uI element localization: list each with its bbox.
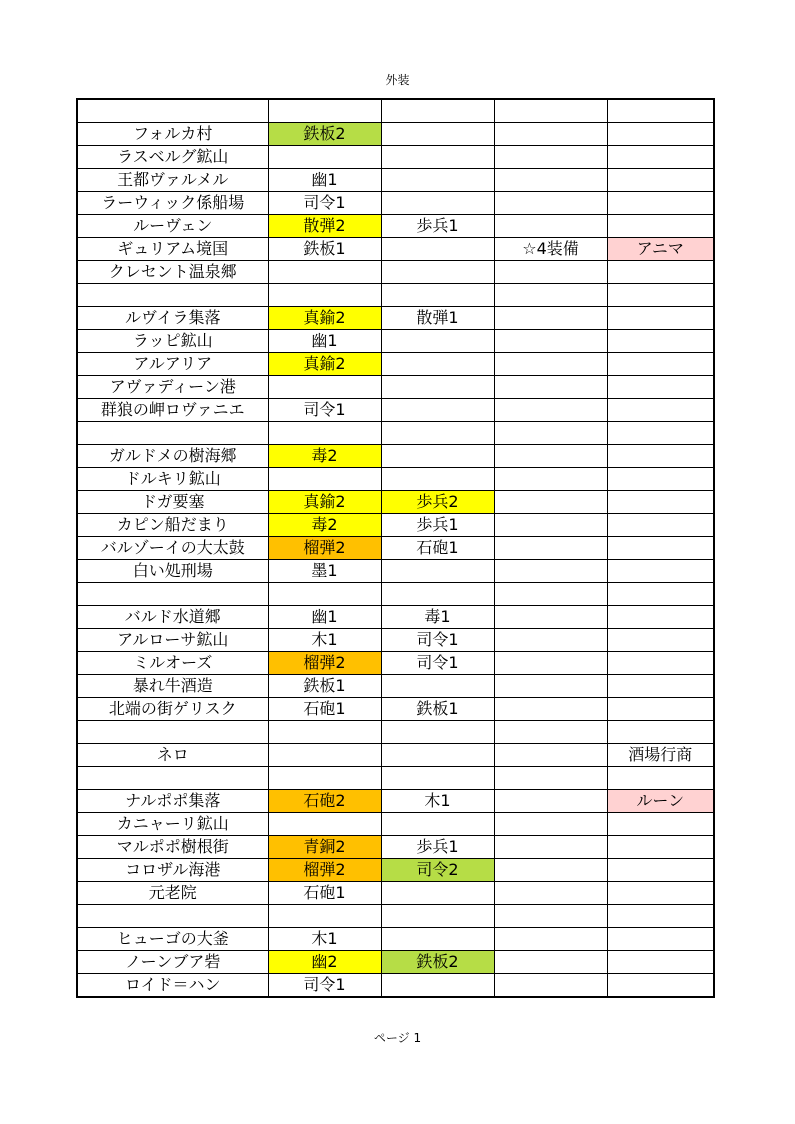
item-cell [381, 146, 494, 169]
location-cell: ナルポポ集落 [77, 790, 268, 813]
item-cell: 歩兵1 [381, 514, 494, 537]
item-cell: 散弾1 [381, 307, 494, 330]
table-row [77, 813, 714, 836]
item-cell [268, 99, 381, 123]
item-cell [607, 146, 714, 169]
item-cell: ☆4装備 [494, 238, 607, 261]
item-cell: 幽1 [268, 606, 381, 629]
item-cell [494, 606, 607, 629]
item-cell: 青銅2 [268, 836, 381, 859]
item-cell [607, 560, 714, 583]
item-cell [494, 629, 607, 652]
item-cell [607, 353, 714, 376]
item-cell [381, 721, 494, 744]
item-cell [607, 514, 714, 537]
location-cell: 群狼の岬ロヴァニエ [77, 399, 268, 422]
item-cell [607, 951, 714, 974]
item-cell [268, 744, 381, 767]
item-cell [381, 422, 494, 445]
item-cell [381, 905, 494, 928]
location-cell: ラーウィック係船場 [77, 192, 268, 215]
item-cell [381, 284, 494, 307]
location-cell: 王都ヴァルメル [77, 169, 268, 192]
location-cell: ネロ [77, 744, 268, 767]
item-cell [607, 859, 714, 882]
item-cell: 石砲1 [268, 698, 381, 721]
table-row [77, 859, 714, 882]
item-cell [381, 192, 494, 215]
item-cell [607, 123, 714, 146]
item-cell [494, 882, 607, 905]
item-cell [494, 698, 607, 721]
table-row [77, 652, 714, 675]
item-cell [381, 261, 494, 284]
item-cell [381, 928, 494, 951]
item-cell: 司令1 [268, 192, 381, 215]
table-row [77, 836, 714, 859]
item-cell: 司令2 [381, 859, 494, 882]
item-cell [268, 146, 381, 169]
location-cell: ミルオーズ [77, 652, 268, 675]
item-cell: 鉄板2 [381, 951, 494, 974]
table-row [77, 974, 714, 998]
item-cell [381, 169, 494, 192]
table-row [77, 767, 714, 790]
item-cell [607, 606, 714, 629]
item-cell [381, 675, 494, 698]
table-row [77, 491, 714, 514]
table-row [77, 169, 714, 192]
location-cell [77, 583, 268, 606]
item-cell [494, 951, 607, 974]
location-cell [77, 905, 268, 928]
location-cell: ラスベルグ鉱山 [77, 146, 268, 169]
item-cell [494, 560, 607, 583]
item-cell [607, 813, 714, 836]
item-cell: 木1 [268, 629, 381, 652]
item-cell: 鉄板1 [268, 238, 381, 261]
location-cell: カピン船だまり [77, 514, 268, 537]
item-cell: 木1 [381, 790, 494, 813]
item-cell: 石砲2 [268, 790, 381, 813]
item-cell: 幽1 [268, 169, 381, 192]
item-cell [494, 721, 607, 744]
item-cell: 鉄板2 [268, 123, 381, 146]
table-row [77, 928, 714, 951]
item-cell [494, 399, 607, 422]
table-row [77, 353, 714, 376]
location-cell: アヴァディーン港 [77, 376, 268, 399]
location-cell: 白い処刑場 [77, 560, 268, 583]
item-cell [381, 882, 494, 905]
item-cell: 木1 [268, 928, 381, 951]
location-cell: ガルドメの樹海郷 [77, 445, 268, 468]
item-cell [607, 836, 714, 859]
item-cell [381, 583, 494, 606]
item-cell: 真鍮2 [268, 307, 381, 330]
item-cell [494, 307, 607, 330]
item-cell: 司令1 [381, 629, 494, 652]
item-cell: 鉄板1 [381, 698, 494, 721]
item-cell [268, 422, 381, 445]
item-cell [494, 813, 607, 836]
item-cell [607, 928, 714, 951]
spreadsheet-table [76, 98, 715, 998]
item-cell: 石砲1 [381, 537, 494, 560]
table-row [77, 583, 714, 606]
table-row [77, 146, 714, 169]
item-cell [607, 399, 714, 422]
location-cell: フォルカ村 [77, 123, 268, 146]
location-cell: 元老院 [77, 882, 268, 905]
location-cell: アルアリア [77, 353, 268, 376]
item-cell [268, 376, 381, 399]
item-cell [381, 99, 494, 123]
page-footer-number: ページ 1 [373, 1031, 422, 1045]
item-cell: 歩兵1 [381, 215, 494, 238]
item-cell [494, 859, 607, 882]
item-cell [607, 445, 714, 468]
item-cell [607, 537, 714, 560]
item-cell [268, 583, 381, 606]
item-cell: 酒場行商 [607, 744, 714, 767]
item-cell [494, 330, 607, 353]
item-cell [494, 675, 607, 698]
item-cell [494, 284, 607, 307]
item-cell: ルーン [607, 790, 714, 813]
item-cell: アニマ [607, 238, 714, 261]
item-cell [607, 882, 714, 905]
table-row [77, 123, 714, 146]
item-cell [268, 905, 381, 928]
table-row [77, 215, 714, 238]
location-cell: ラッピ鉱山 [77, 330, 268, 353]
location-cell: ドルキリ鉱山 [77, 468, 268, 491]
table-row [77, 698, 714, 721]
item-cell [607, 330, 714, 353]
location-cell: ノーンブア砦 [77, 951, 268, 974]
item-cell: 榴弾2 [268, 537, 381, 560]
location-cell: カニャーリ鉱山 [77, 813, 268, 836]
item-cell [607, 99, 714, 123]
item-cell [494, 537, 607, 560]
item-cell [607, 215, 714, 238]
location-cell [77, 99, 268, 123]
item-cell [607, 422, 714, 445]
item-cell: 榴弾2 [268, 859, 381, 882]
item-cell [494, 652, 607, 675]
item-cell [494, 215, 607, 238]
item-cell [607, 169, 714, 192]
item-cell [494, 99, 607, 123]
location-cell: 暴れ牛酒造 [77, 675, 268, 698]
location-cell: ドガ要塞 [77, 491, 268, 514]
table-row [77, 422, 714, 445]
table-row [77, 629, 714, 652]
item-cell [494, 169, 607, 192]
item-cell: 真鍮2 [268, 491, 381, 514]
table-row [77, 445, 714, 468]
item-cell [268, 721, 381, 744]
page-header-title: 外装 [385, 73, 410, 87]
item-cell [381, 330, 494, 353]
location-cell: 北端の街ゲリスク [77, 698, 268, 721]
location-cell: アルローサ鉱山 [77, 629, 268, 652]
item-cell: 歩兵2 [381, 491, 494, 514]
item-cell: 毒2 [268, 514, 381, 537]
item-cell [607, 905, 714, 928]
table-row [77, 192, 714, 215]
spreadsheet-body [77, 99, 714, 997]
table-row [77, 951, 714, 974]
location-cell: ギュリアム境国 [77, 238, 268, 261]
item-cell [607, 192, 714, 215]
item-cell [268, 813, 381, 836]
item-cell [607, 698, 714, 721]
item-cell [381, 974, 494, 998]
table-row [77, 330, 714, 353]
item-cell [381, 560, 494, 583]
item-cell [607, 767, 714, 790]
item-cell: 幽1 [268, 330, 381, 353]
item-cell: 鉄板1 [268, 675, 381, 698]
item-cell [494, 422, 607, 445]
item-cell [607, 468, 714, 491]
item-cell: 司令1 [268, 974, 381, 998]
item-cell [494, 928, 607, 951]
table-row [77, 99, 714, 123]
item-cell [607, 376, 714, 399]
table-row [77, 790, 714, 813]
table-row [77, 238, 714, 261]
item-cell [494, 974, 607, 998]
item-cell: 司令1 [381, 652, 494, 675]
item-cell [607, 583, 714, 606]
location-cell [77, 284, 268, 307]
table-row [77, 606, 714, 629]
item-cell [494, 583, 607, 606]
item-cell [607, 284, 714, 307]
item-cell [268, 261, 381, 284]
item-cell [607, 307, 714, 330]
location-cell: ロイド＝ハン [77, 974, 268, 998]
item-cell [607, 974, 714, 998]
item-cell [381, 376, 494, 399]
table-row [77, 261, 714, 284]
table-row [77, 882, 714, 905]
item-cell [494, 790, 607, 813]
item-cell [381, 123, 494, 146]
location-cell: バルド水道郷 [77, 606, 268, 629]
table-row [77, 307, 714, 330]
item-cell: 石砲1 [268, 882, 381, 905]
item-cell: 真鍮2 [268, 353, 381, 376]
item-cell: 榴弾2 [268, 652, 381, 675]
item-cell: 毒2 [268, 445, 381, 468]
item-cell: 散弾2 [268, 215, 381, 238]
location-cell: クレセント温泉郷 [77, 261, 268, 284]
item-cell [494, 468, 607, 491]
location-cell [77, 767, 268, 790]
table-row [77, 675, 714, 698]
item-cell [381, 468, 494, 491]
location-cell: バルゾーイの大太鼓 [77, 537, 268, 560]
item-cell [268, 468, 381, 491]
table-row [77, 905, 714, 928]
item-cell [494, 514, 607, 537]
item-cell [381, 767, 494, 790]
item-cell [494, 836, 607, 859]
item-cell [494, 744, 607, 767]
item-cell [494, 376, 607, 399]
table-row [77, 537, 714, 560]
item-cell [494, 905, 607, 928]
location-cell [77, 721, 268, 744]
item-cell [607, 675, 714, 698]
item-cell [494, 123, 607, 146]
item-cell [607, 629, 714, 652]
item-cell [381, 353, 494, 376]
location-cell: ヒューゴの大釜 [77, 928, 268, 951]
location-cell: ルヴイラ集落 [77, 307, 268, 330]
location-cell: ルーヴェン [77, 215, 268, 238]
location-cell: マルポポ樹根街 [77, 836, 268, 859]
item-cell: 司令1 [268, 399, 381, 422]
item-cell [381, 813, 494, 836]
item-cell [268, 284, 381, 307]
table-row [77, 721, 714, 744]
table-row [77, 376, 714, 399]
item-cell [494, 491, 607, 514]
item-cell [381, 238, 494, 261]
table-row [77, 744, 714, 767]
item-cell [607, 491, 714, 514]
item-cell [607, 721, 714, 744]
location-cell: コロザル海港 [77, 859, 268, 882]
item-cell [607, 261, 714, 284]
item-cell [494, 192, 607, 215]
item-cell [381, 445, 494, 468]
item-cell [494, 353, 607, 376]
item-cell [494, 767, 607, 790]
table-row [77, 514, 714, 537]
item-cell: 毒1 [381, 606, 494, 629]
table-row [77, 284, 714, 307]
table-row [77, 560, 714, 583]
item-cell [268, 767, 381, 790]
item-cell [607, 652, 714, 675]
table-row [77, 399, 714, 422]
item-cell: 歩兵1 [381, 836, 494, 859]
item-cell [494, 146, 607, 169]
item-cell [494, 261, 607, 284]
item-cell [381, 399, 494, 422]
item-cell [381, 744, 494, 767]
item-cell: 幽2 [268, 951, 381, 974]
table-row [77, 468, 714, 491]
location-cell [77, 422, 268, 445]
item-cell: 墨1 [268, 560, 381, 583]
item-cell [494, 445, 607, 468]
